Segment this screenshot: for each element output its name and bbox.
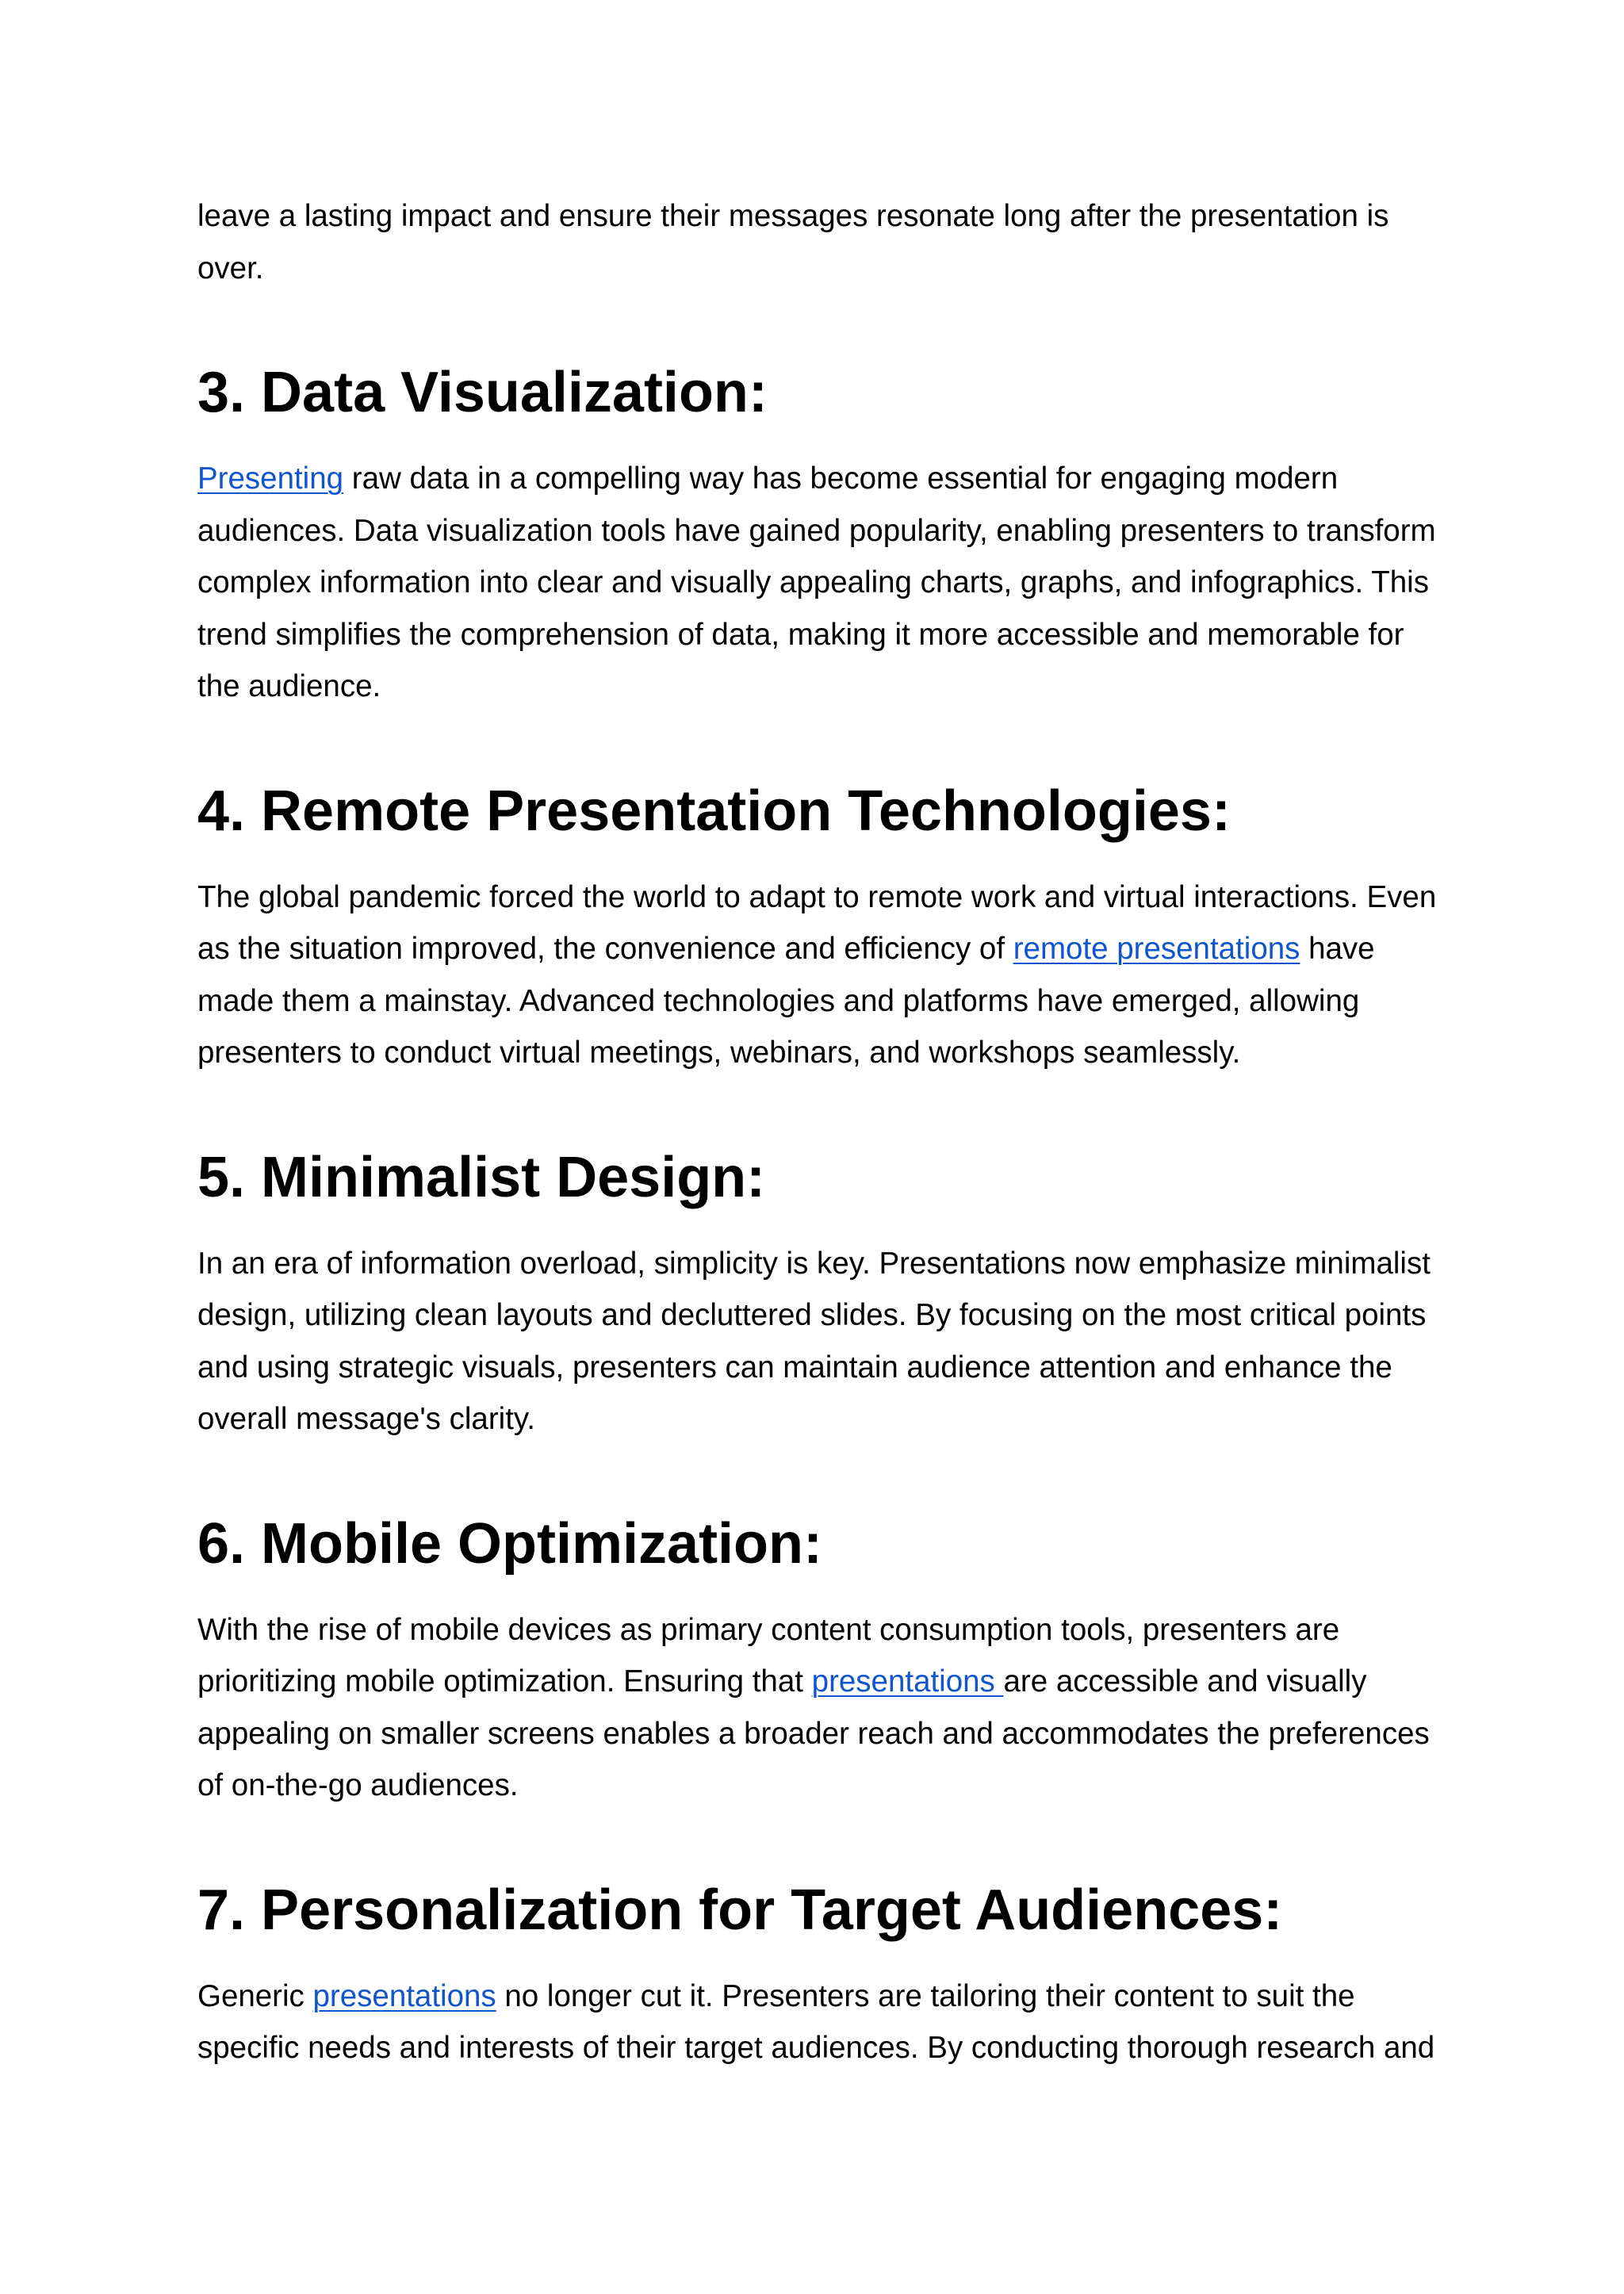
presenting-link[interactable]: Presenting (197, 461, 344, 496)
presentations-link[interactable]: presentations (811, 1664, 1004, 1698)
section-paragraph-personalization (197, 1970, 1434, 2074)
remote-presentations-link[interactable]: remote presentations (1013, 932, 1300, 966)
section-heading-remote-presentation: 4. Remote Presentation Technologies: (197, 779, 1231, 843)
line-text: Generic (197, 1978, 313, 2013)
paragraph-line: presenters to conduct virtual meetings, webinars, and workshops seamlessly. (197, 1036, 1241, 1070)
paragraph-line: made them a mainstay. Advanced technologies and platforms have emerged, allowing (197, 983, 1360, 1018)
document-page (197, 190, 1437, 2074)
line-text: no longer cut it. Presenters are tailoring their content to suit the (496, 1978, 1355, 2013)
section-heading-minimalist-design: 5. Minimalist Design: (197, 1145, 766, 1209)
paragraph-line: With the rise of mobile devices as primary content consumption tools, presenters are (197, 1612, 1340, 1647)
paragraph-line: overall message's clarity. (197, 1402, 536, 1436)
paragraph-line: design, utilizing clean layouts and decluttered slides. By focusing on the most critical points (197, 1298, 1427, 1332)
paragraph-line: over. (197, 251, 264, 285)
paragraph-line: trend simplifies the comprehension of data, making it more accessible and memorable for (197, 617, 1404, 652)
intro-paragraph (197, 190, 1434, 294)
paragraph-line: audiences. Data visualization tools have gained popularity, enabling presenters to transform (197, 513, 1436, 548)
paragraph-line (197, 923, 1434, 975)
presentations-link[interactable]: presentations (312, 1978, 496, 2013)
section-paragraph-minimalist-design (197, 1238, 1434, 1446)
section-paragraph-data-visualization (197, 453, 1434, 713)
section-paragraph-remote-presentation (197, 871, 1437, 1079)
paragraph-line: of on-the-go audiences. (197, 1768, 519, 1802)
paragraph-line: The global pandemic forced the world to adapt to remote work and virtual interactions. Even (197, 879, 1437, 914)
line-text: as the situation improved, the convenience and efficiency of (197, 932, 1013, 966)
section-heading-mobile-optimization: 6. Mobile Optimization: (197, 1511, 822, 1576)
paragraph-line: the audience. (197, 669, 381, 703)
line-text: prioritizing mobile optimization. Ensuring that (197, 1664, 812, 1698)
section-heading-data-visualization: 3. Data Visualization: (197, 361, 768, 424)
line-text: have (1300, 932, 1375, 966)
paragraph-line: complex information into clear and visually appealing charts, graphs, and infographics. This (197, 565, 1429, 599)
paragraph-line: specific needs and interests of their target audiences. By conducting thorough research and (197, 2031, 1435, 2065)
paragraph-line (197, 1970, 1434, 2023)
paragraph-line: In an era of information overload, simplicity is key. Presentations now emphasize minimalist (197, 1246, 1431, 1281)
line-text: raw data in a compelling way has become essential for engaging modern (343, 461, 1339, 496)
paragraph-line (197, 453, 1434, 505)
line-text: are accessible and visually (1003, 1664, 1367, 1698)
paragraph-line (197, 1656, 1434, 1708)
section-heading-personalization: 7. Personalization for Target Audiences: (197, 1878, 1283, 1942)
paragraph-line: leave a lasting impact and ensure their messages resonate long after the presentation is (197, 199, 1389, 233)
paragraph-line: appealing on smaller screens enables a broader reach and accommodates the preferences (197, 1716, 1430, 1751)
paragraph-line: and using strategic visuals, presenters can maintain audience attention and enhance the (197, 1350, 1392, 1384)
section-paragraph-mobile-optimization (197, 1604, 1434, 1812)
